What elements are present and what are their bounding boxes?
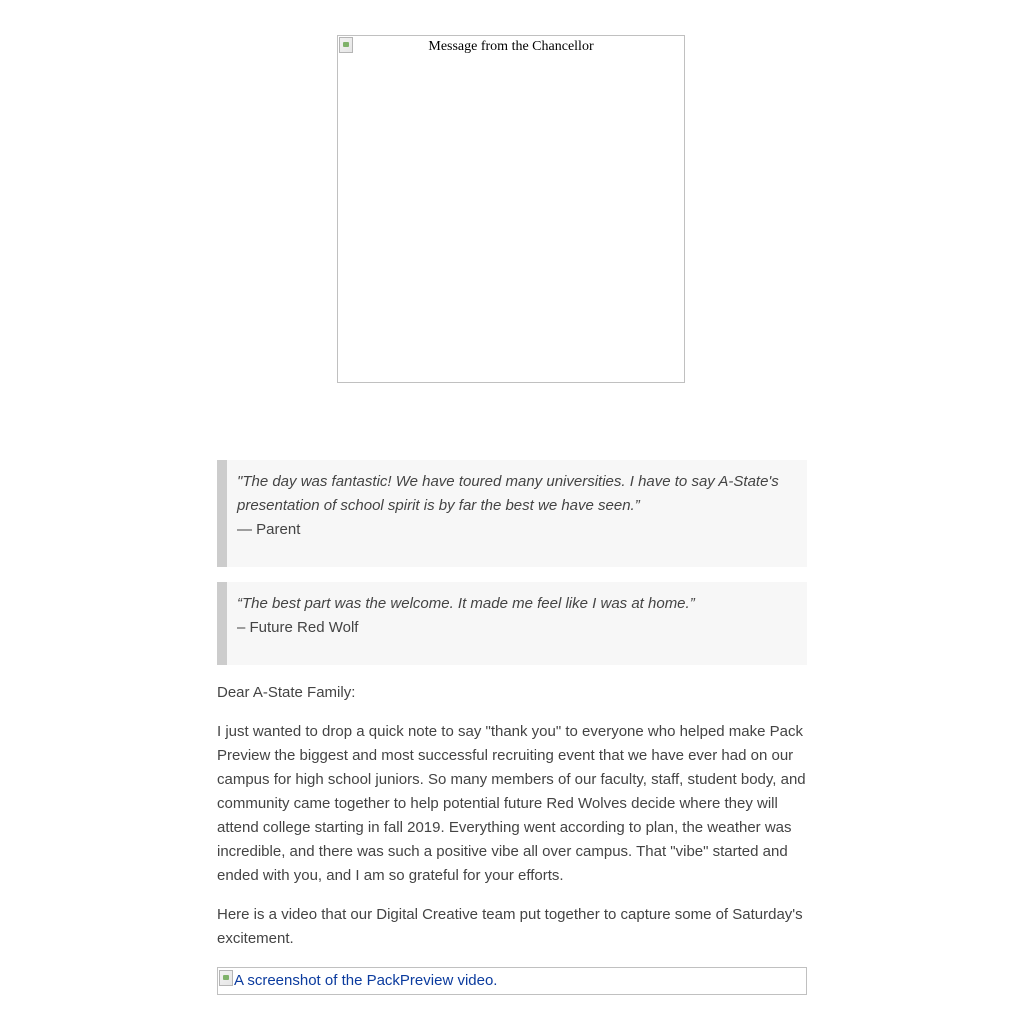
video-image-alt-text: A screenshot of the PackPreview video. xyxy=(234,972,498,989)
parent-quote xyxy=(217,460,807,567)
quote-attribution: — Parent xyxy=(237,521,301,538)
message-content xyxy=(217,460,807,995)
letter-greeting: Dear A-State Family: xyxy=(217,684,356,701)
letter-paragraph-thank-you: I just wanted to drop a quick note to say "thank you" to everyone who helped make Pack Preview the biggest and most successful recruiting event that we have ever had on our campus for high school juniors. So many members of our faculty, staff, student body, and community came together to help potential future Red Wolves decide where they will attend college starting in fall 2019. Everything went according to plan, the weather was incredible, and there was such a positive vibe all over campus. That "vibe" started and ended with you, and I am so grateful for your efforts. xyxy=(217,723,806,884)
image-alt-text: Message from the Chancellor xyxy=(428,39,594,54)
future-red-wolf-quote xyxy=(217,582,807,665)
chancellor-message-image xyxy=(337,35,685,383)
quote-attribution: – Future Red Wolf xyxy=(237,619,359,636)
quote-text: “The best part was the welcome. It made me feel like I was at home.” xyxy=(237,595,695,612)
letter-paragraph-video: Here is a video that our Digital Creative team put together to capture some of Saturday's excitement. xyxy=(217,906,803,947)
broken-image-icon xyxy=(219,970,233,986)
packpreview-video-link[interactable] xyxy=(217,967,807,995)
quote-text: "The day was fantastic! We have toured many universities. I have to say A-State's presentation of school spirit is by far the best we have seen.” xyxy=(237,473,779,514)
